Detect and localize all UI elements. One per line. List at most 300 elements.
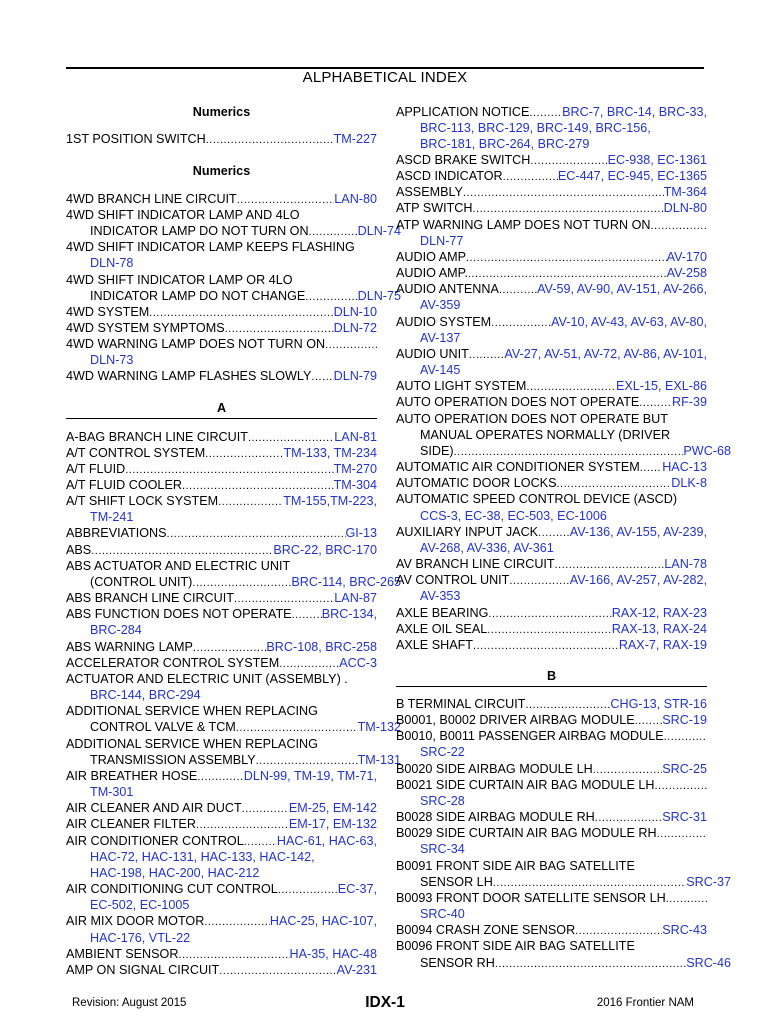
- page-reference-link[interactable]: BRC-114, BRC-265: [291, 575, 401, 589]
- page-reference-link[interactable]: DLN-10: [333, 305, 377, 319]
- index-entry-text: AUDIO AMP.: [396, 266, 468, 280]
- dot-leader: [196, 816, 289, 833]
- index-entry-refs: [396, 588, 731, 604]
- page-reference-link[interactable]: HAC-25, HAC-107,: [269, 914, 377, 928]
- page-reference-link[interactable]: EC-37,: [337, 882, 377, 896]
- index-entry: [396, 394, 707, 411]
- dot-leader: [503, 168, 558, 185]
- index-entry-text: B0021 SIDE CURTAIN AIR BAG MODULE LH: [396, 778, 655, 792]
- dot-leader: [256, 752, 358, 769]
- index-entry-refs: [66, 849, 401, 865]
- index-entry: [66, 800, 377, 817]
- page-reference-link[interactable]: TM-133, TM-234: [283, 446, 377, 460]
- index-entry: [396, 890, 707, 907]
- dot-leader: [499, 281, 537, 298]
- index-entry-refs: [66, 930, 401, 946]
- index-entry-refs: [66, 865, 401, 881]
- page-reference-link[interactable]: DLN-78: [90, 256, 134, 270]
- dot-leader: [639, 394, 672, 411]
- index-entry-text: MANUAL OPERATES NORMALLY (DRIVER: [420, 428, 671, 442]
- index-entry-refs: [396, 362, 731, 378]
- index-entry-text: APPLICATION NOTICE: [396, 105, 530, 119]
- index-entry: [66, 525, 377, 542]
- index-entry-refs: [396, 330, 731, 346]
- page-reference-link[interactable]: TM-131: [357, 753, 401, 767]
- page-reference-link[interactable]: AV-268, AV-336, AV-361: [420, 541, 554, 555]
- index-entry: [66, 445, 377, 462]
- index-entry: [396, 104, 707, 121]
- dot-leader: [242, 800, 289, 817]
- dot-leader: [529, 104, 562, 121]
- dot-leader: [487, 621, 612, 638]
- index-entry: [396, 184, 707, 201]
- dot-leader: [325, 336, 377, 353]
- index-entry-refs: [66, 897, 401, 913]
- page-reference-link[interactable]: EC-938, EC-1361: [607, 153, 707, 167]
- index-entry-text: (CONTROL UNIT): [90, 575, 193, 589]
- page-reference-link[interactable]: AV-27, AV-51, AV-72, AV-86, AV-101,: [504, 347, 707, 361]
- index-entry-refs: [66, 509, 401, 525]
- index-entry-text: AIR CLEANER FILTER: [66, 817, 196, 831]
- index-entry-text: AIR CLEANER AND AIR DUCT: [66, 801, 242, 815]
- index-entry-text: B0028 SIDE AIRBAG MODULE RH: [396, 810, 595, 824]
- dot-leader: [192, 574, 291, 591]
- index-entry: [66, 429, 377, 446]
- dot-leader: [469, 346, 505, 363]
- index-entry-text: ASCD BRAKE SWITCH: [396, 153, 531, 167]
- page-reference-link[interactable]: LAN-87: [334, 591, 377, 605]
- page-reference-link[interactable]: AV-170: [666, 250, 707, 264]
- page-reference-link[interactable]: TM-304: [333, 478, 377, 492]
- index-entry: [66, 574, 401, 591]
- index-entry-refs: [396, 120, 731, 136]
- dot-leader: [488, 605, 611, 622]
- page-reference-link[interactable]: SRC-37: [686, 875, 731, 889]
- index-entry: [396, 378, 707, 395]
- index-entry-refs: [66, 352, 401, 368]
- index-entry-text: AUTO OPERATION DOES NOT OPERATE: [396, 395, 640, 409]
- page-reference-link[interactable]: BRC-134,: [321, 607, 377, 621]
- page-reference-link[interactable]: SRC-28: [420, 794, 465, 808]
- page-reference-link[interactable]: AV-137: [420, 331, 461, 345]
- index-entry: [66, 368, 377, 385]
- page-reference-link[interactable]: BRC-113, BRC-129, BRC-149, BRC-156,: [420, 121, 651, 135]
- dot-leader: [635, 712, 663, 729]
- index-entry-text: SENSOR LH: [420, 875, 493, 889]
- index-entry: [66, 477, 377, 494]
- index-entry-text: AUXILIARY INPUT JACK: [396, 525, 539, 539]
- index-entry-text: B0093 FRONT DOOR SATELLITE SENSOR LH: [396, 891, 666, 905]
- index-entry: [66, 542, 377, 559]
- dot-leader: [244, 833, 277, 850]
- dot-leader: [167, 525, 346, 542]
- index-entry-text: AV CONTROL UNIT: [396, 573, 510, 587]
- index-entry-text: 4WD WARNING LAMP FLASHES SLOWLY: [66, 369, 312, 383]
- index-entry: [66, 191, 377, 208]
- section-heading: Numerics: [192, 105, 251, 119]
- index-entry-refs: [66, 687, 401, 703]
- index-entry-text: B0096 FRONT SIDE AIR BAG SATELLITE: [396, 939, 635, 953]
- index-entry-text: A-BAG BRANCH LINE CIRCUIT: [66, 430, 248, 444]
- page-reference-link[interactable]: HAC-61, HAC-63,: [276, 834, 377, 848]
- page-reference-link[interactable]: LAN-78: [664, 557, 707, 571]
- page-reference-link[interactable]: SRC-40: [420, 907, 465, 921]
- dot-leader: [218, 493, 283, 510]
- page-reference-link[interactable]: RF-39: [672, 395, 707, 409]
- page-footer: [66, 994, 704, 1014]
- index-entry: [66, 946, 377, 963]
- page-reference-link[interactable]: DLN-75: [357, 289, 401, 303]
- page-reference-link[interactable]: EM-17, EM-132: [288, 817, 377, 831]
- index-entry-text: A/T FLUID: [66, 462, 126, 476]
- index-entry-text: AIR BREATHER HOSE: [66, 769, 198, 783]
- index-entry-text: ABS FUNCTION DOES NOT OPERATE: [66, 607, 292, 621]
- page-reference-link[interactable]: PWC-68: [683, 444, 731, 458]
- footer-revision: Revision: August 2015: [72, 997, 187, 1009]
- page-reference-link[interactable]: TM-227: [333, 132, 377, 146]
- index-entry-text: AUTOMATIC AIR CONDITIONER SYSTEM: [396, 460, 640, 474]
- dot-leader: [650, 217, 707, 234]
- index-entry: [396, 152, 707, 169]
- page-reference-link[interactable]: HAC-72, HAC-131, HAC-133, HAC-142,: [90, 850, 315, 864]
- index-entry: [396, 605, 707, 622]
- dot-leader: [197, 768, 243, 785]
- index-entry-text: AUDIO UNIT: [396, 347, 469, 361]
- dot-leader: [657, 825, 707, 842]
- index-entry: [396, 728, 707, 745]
- page-reference-link[interactable]: DLN-73: [90, 353, 134, 367]
- index-entry-text: ABS: [66, 543, 92, 557]
- index-entry-text: A/T CONTROL SYSTEM: [66, 446, 206, 460]
- index-entry: [66, 493, 377, 510]
- section-heading: A: [66, 400, 377, 419]
- page-reference-link[interactable]: TM-241: [90, 510, 134, 524]
- index-entry-text: ABBREVIATIONS: [66, 526, 167, 540]
- dot-leader: [593, 761, 663, 778]
- dot-leader: [125, 461, 333, 478]
- index-entry-text: ABS WARNING LAMP: [66, 640, 193, 654]
- index-entry: [66, 768, 377, 785]
- index-entry: [396, 874, 731, 891]
- index-entry-text: 4WD BRANCH LINE CIRCUIT: [66, 192, 237, 206]
- page-reference-link[interactable]: EXL-15, EXL-86: [615, 379, 707, 393]
- index-entry: [396, 712, 707, 729]
- page-reference-link[interactable]: AV-59, AV-90, AV-151, AV-266,: [537, 282, 707, 296]
- page-reference-link[interactable]: RAX-13, RAX-24: [611, 622, 707, 636]
- dot-leader: [182, 477, 334, 494]
- index-entry-text: AMP ON SIGNAL CIRCUIT: [66, 963, 220, 977]
- dot-leader: [473, 637, 619, 654]
- page-reference-link[interactable]: TM-132: [357, 720, 401, 734]
- dot-leader: [463, 184, 664, 201]
- index-entry: [396, 637, 707, 654]
- index-entry: [396, 696, 707, 713]
- page-reference-link[interactable]: EC-502, EC-1005: [90, 898, 190, 912]
- index-entry-text: ADDITIONAL SERVICE WHEN REPLACING: [66, 704, 318, 718]
- index-entry-text: AUDIO ANTENNA: [396, 282, 499, 296]
- index-entry-text: AXLE BEARING: [396, 606, 489, 620]
- page-reference-link[interactable]: EC-447, EC-945, EC-1365: [557, 169, 707, 183]
- dot-leader: [555, 556, 665, 573]
- index-entry-text: ATP SWITCH: [396, 201, 473, 215]
- index-entry-text: B0094 CRASH ZONE SENSOR: [396, 923, 576, 937]
- dot-leader: [149, 304, 333, 321]
- index-entry: [66, 962, 377, 979]
- index-entry-refs: [396, 841, 731, 857]
- index-entry: [66, 590, 377, 607]
- page-reference-link[interactable]: SRC-46: [686, 956, 731, 970]
- dot-leader: [664, 728, 707, 745]
- footer-page-number: IDX-1: [365, 994, 405, 1011]
- page-reference-link[interactable]: HAC-176, VTL-22: [90, 931, 191, 945]
- index-entry: [66, 881, 377, 898]
- index-entry-text: B0010, B0011 PASSENGER AIRBAG MODULE: [396, 729, 664, 743]
- section-heading: Numerics: [192, 164, 251, 178]
- dot-leader: [237, 191, 335, 208]
- index-entry-refs: [66, 622, 401, 638]
- index-entry-text: 1ST POSITION SWITCH: [66, 132, 206, 146]
- index-entry: [396, 459, 707, 476]
- index-entry-text: B0020 SIDE AIRBAG MODULE LH: [396, 762, 593, 776]
- dot-leader: [206, 131, 334, 148]
- index-entry-text: CONTROL VALVE & TCM: [90, 720, 236, 734]
- index-entry: [396, 281, 707, 298]
- index-entry-refs: [396, 233, 731, 249]
- page-reference-link[interactable]: AV-10, AV-43, AV-63, AV-80,: [551, 315, 707, 329]
- page-reference-link[interactable]: HA-35, HAC-48: [289, 947, 377, 961]
- page-reference-link[interactable]: DLN-77: [420, 234, 464, 248]
- index-entry-text: ATP WARNING LAMP DOES NOT TURN ON: [396, 218, 651, 232]
- index-entry: [66, 606, 377, 623]
- footer-model: 2016 Frontier NAM: [596, 997, 694, 1009]
- page-reference-link[interactable]: CCS-3, EC-38, EC-503, EC-1006: [420, 509, 607, 523]
- index-entry-text: ASCD INDICATOR: [396, 169, 503, 183]
- index-entry-text: AUDIO SYSTEM: [396, 315, 492, 329]
- page-reference-link[interactable]: RAX-12, RAX-23: [611, 606, 707, 620]
- index-entry-refs: [66, 784, 401, 800]
- index-entry: [66, 223, 401, 240]
- page-reference-link[interactable]: DLK-8: [671, 476, 707, 490]
- dot-leader: [491, 314, 551, 331]
- index-entry: [396, 346, 707, 363]
- dot-leader: [305, 288, 357, 305]
- page-reference-link[interactable]: HAC-13: [662, 460, 707, 474]
- index-entry-text: ASSEMBLY: [396, 185, 463, 199]
- page-reference-link[interactable]: LAN-81: [334, 430, 377, 444]
- index-entry-text: ACTUATOR AND ELECTRIC UNIT (ASSEMBLY) .: [66, 672, 348, 686]
- index-entry: [396, 825, 707, 842]
- dot-leader: [204, 913, 270, 930]
- page-reference-link[interactable]: DLN-72: [333, 321, 377, 335]
- dot-leader: [91, 542, 273, 559]
- index-entry: [66, 655, 377, 672]
- page-reference-link[interactable]: DLN-79: [333, 369, 377, 383]
- index-entry: [396, 217, 707, 234]
- index-entry-refs: [396, 136, 731, 152]
- page-reference-link[interactable]: TM-301: [90, 785, 134, 799]
- dot-leader: [526, 378, 616, 395]
- page-reference-link[interactable]: AV-231: [336, 963, 377, 977]
- dot-leader: [640, 459, 662, 476]
- index-entry: [396, 475, 707, 492]
- page-reference-link[interactable]: DLN-74: [357, 224, 401, 238]
- index-entry-text: SIDE): [420, 444, 454, 458]
- index-entry-text: ABS BRANCH LINE CIRCUIT: [66, 591, 234, 605]
- index-entry: [66, 752, 401, 769]
- dot-leader: [473, 200, 664, 217]
- index-entry: [66, 833, 377, 850]
- dot-leader: [219, 962, 336, 979]
- section-heading: B: [396, 668, 707, 687]
- index-entry-text: INDICATOR LAMP DO NOT TURN ON: [90, 224, 309, 238]
- page-reference-link[interactable]: AV-166, AV-257, AV-282,: [569, 573, 707, 587]
- page-reference-link[interactable]: RAX-7, RAX-19: [618, 638, 707, 652]
- page-reference-link[interactable]: BRC-284: [90, 623, 142, 637]
- page-reference-link[interactable]: SRC-25: [662, 762, 707, 776]
- index-entry-text: AUDIO AMP: [396, 250, 466, 264]
- index-entry-text: TRANSMISSION ASSEMBLY: [90, 753, 256, 767]
- index-entry: [66, 461, 377, 478]
- page-reference-link[interactable]: AV-145: [420, 363, 461, 377]
- dot-leader: [666, 890, 707, 907]
- dot-leader: [493, 874, 686, 891]
- page-reference-link[interactable]: AV-353: [420, 589, 461, 603]
- page-reference-link[interactable]: HAC-198, HAC-200, HAC-212: [90, 866, 260, 880]
- index-entry-refs: [396, 744, 731, 760]
- page-reference-link[interactable]: SRC-43: [662, 923, 707, 937]
- dot-leader: [525, 696, 610, 713]
- page-reference-link[interactable]: EM-25, EM-142: [288, 801, 377, 815]
- index-entry: [396, 955, 731, 972]
- index-entry: [396, 761, 707, 778]
- page-reference-link[interactable]: GI-13: [345, 526, 377, 540]
- dot-leader: [655, 777, 708, 794]
- index-entry: [396, 524, 707, 541]
- page-reference-link[interactable]: SRC-22: [420, 745, 465, 759]
- index-entry-text: ABS ACTUATOR AND ELECTRIC UNIT: [66, 559, 291, 573]
- index-entry-text: AUTO OPERATION DOES NOT OPERATE BUT: [396, 412, 668, 426]
- index-entry-refs: [66, 255, 401, 271]
- index-entry: [66, 131, 377, 148]
- dot-leader: [575, 922, 662, 939]
- index-entry-text: B0091 FRONT SIDE AIR BAG SATELLITE: [396, 859, 635, 873]
- index-entry-text: INDICATOR LAMP DO NOT CHANGE: [90, 289, 306, 303]
- dot-leader: [225, 320, 334, 337]
- index-entry-refs: [396, 793, 731, 809]
- index-entry-text: 4WD SHIFT INDICATOR LAMP KEEPS FLASHING: [66, 240, 355, 254]
- index-entry-text: AMBIENT SENSOR: [66, 947, 179, 961]
- index-entry: [396, 249, 707, 266]
- index-entry: [66, 913, 377, 930]
- index-entry-text: B0001, B0002 DRIVER AIRBAG MODULE: [396, 713, 635, 727]
- index-entry: [396, 572, 707, 589]
- page-reference-link[interactable]: BRC-144, BRC-294: [90, 688, 201, 702]
- index-entry-text: ACCELERATOR CONTROL SYSTEM: [66, 656, 280, 670]
- dot-leader: [454, 443, 684, 460]
- index-entry-text: AXLE OIL SEAL: [396, 622, 488, 636]
- dot-leader: [495, 955, 686, 972]
- dot-leader: [466, 249, 667, 266]
- index-entry: [396, 265, 707, 282]
- page-reference-link[interactable]: AV-359: [420, 298, 461, 312]
- page-reference-link[interactable]: SRC-19: [662, 713, 707, 727]
- dot-leader: [538, 524, 570, 541]
- dot-leader: [309, 223, 358, 240]
- index-entry-text: AUTOMATIC DOOR LOCKS: [396, 476, 557, 490]
- page-reference-link[interactable]: TM-364: [663, 185, 707, 199]
- index-entry-text: 4WD SHIFT INDICATOR LAMP AND 4LO: [66, 208, 300, 222]
- index-entry: [396, 200, 707, 217]
- page-reference-link[interactable]: AV-136, AV-155, AV-239,: [569, 525, 707, 539]
- index-entry: [66, 304, 377, 321]
- index-entry: [66, 639, 377, 656]
- index-entry-refs: [396, 906, 731, 922]
- index-entry: [66, 288, 401, 305]
- dot-leader: [279, 655, 339, 672]
- index-entry: [66, 816, 377, 833]
- dot-leader: [595, 809, 662, 826]
- page-title: ALPHABETICAL INDEX: [302, 69, 468, 86]
- index-entry: [66, 719, 401, 736]
- index-entry-text: 4WD SYSTEM: [66, 305, 150, 319]
- dot-leader: [248, 429, 334, 446]
- dot-leader: [236, 719, 358, 736]
- index-entry: [396, 556, 707, 573]
- page-reference-link[interactable]: TM-155,TM-223,: [283, 494, 377, 508]
- page-reference-link[interactable]: BRC-181, BRC-264, BRC-279: [420, 137, 590, 151]
- index-entry-refs: [396, 508, 731, 524]
- dot-leader: [292, 606, 322, 623]
- index-entry-refs: [396, 540, 731, 556]
- page-reference-link[interactable]: BRC-108, BRC-258: [266, 640, 377, 654]
- page-reference-link[interactable]: ACC-3: [339, 656, 377, 670]
- index-entry: [396, 443, 731, 460]
- page-reference-link[interactable]: CHG-13, STR-16: [610, 697, 707, 711]
- index-entry-text: AV BRANCH LINE CIRCUIT: [396, 557, 555, 571]
- index-entry-text: ADDITIONAL SERVICE WHEN REPLACING: [66, 737, 318, 751]
- index-entry-text: SENSOR RH: [420, 956, 495, 970]
- page-reference-link[interactable]: TM-270: [333, 462, 377, 476]
- page-reference-link[interactable]: LAN-80: [334, 192, 377, 206]
- page-reference-link[interactable]: BRC-22, BRC-170: [273, 543, 377, 557]
- index-entry-text: 4WD SYSTEM SYMPTOMS: [66, 321, 225, 335]
- index-entry-text: B0029 SIDE CURTAIN AIR BAG MODULE RH: [396, 826, 657, 840]
- page-reference-link[interactable]: SRC-31: [662, 810, 707, 824]
- index-entry-text: AXLE SHAFT: [396, 638, 473, 652]
- index-entry: [396, 314, 707, 331]
- dot-leader: [278, 881, 338, 898]
- index-entry-text: AIR CONDITIONING CUT CONTROL: [66, 882, 278, 896]
- page-reference-link[interactable]: DLN-80: [663, 201, 707, 215]
- dot-leader: [193, 639, 267, 656]
- index-entry: [66, 336, 377, 353]
- dot-leader: [530, 152, 607, 169]
- page-reference-link[interactable]: BRC-7, BRC-14, BRC-33,: [562, 105, 707, 119]
- index-entry-text: 4WD SHIFT INDICATOR LAMP OR 4LO: [66, 273, 293, 287]
- page-reference-link[interactable]: SRC-34: [420, 842, 465, 856]
- page-reference-link[interactable]: DLN-99, TM-19, TM-71,: [243, 769, 377, 783]
- dot-leader: [509, 572, 569, 589]
- index-entry: [66, 320, 377, 337]
- page-reference-link[interactable]: AV-258: [666, 266, 707, 280]
- dot-leader: [311, 368, 333, 385]
- index-entry-text: AIR MIX DOOR MOTOR: [66, 914, 205, 928]
- index-entry-text: A/T FLUID COOLER: [66, 478, 182, 492]
- index-entry-text: AUTO LIGHT SYSTEM: [396, 379, 527, 393]
- index-entry-text: AUTOMATIC SPEED CONTROL DEVICE (ASCD): [396, 492, 678, 506]
- index-entry-refs: [396, 297, 731, 313]
- index-entry: [396, 777, 707, 794]
